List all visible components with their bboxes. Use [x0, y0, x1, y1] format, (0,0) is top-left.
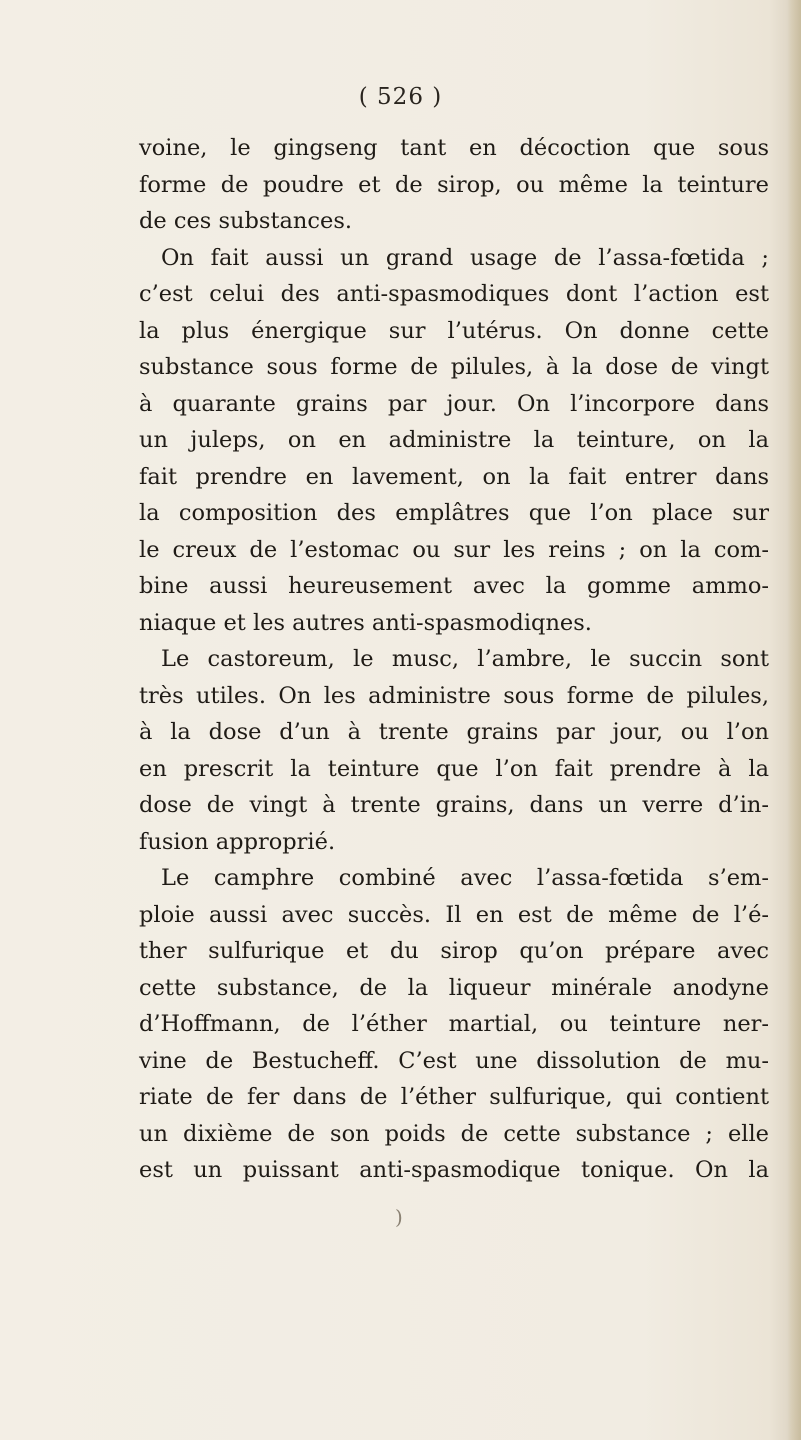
- text-line: ploie aussi avec succès. Il en est de même de l’é-: [139, 901, 769, 928]
- text-line: la composition des emplâtres que l’on place sur: [139, 500, 769, 526]
- bleed-through-mark: ): [395, 1205, 403, 1229]
- text-line: très utiles. On les administre sous forme de pilules,: [139, 682, 769, 709]
- text-line: forme de poudre et de sirop, ou même la teinture: [139, 171, 769, 198]
- body-text: [139, 130, 769, 1189]
- text-line: la plus énergique sur l’utérus. On donne cette: [139, 317, 769, 344]
- page-number: ( 526 ): [358, 84, 443, 110]
- text-line: le creux de l’estomac ou sur les reins ; on la com-: [139, 536, 769, 563]
- text-line: à la dose d’un à trente grains par jour, ou l’on: [139, 719, 769, 745]
- text-line: est un puissant anti-spasmodique tonique. On la: [139, 1157, 769, 1183]
- text-line: On fait aussi un grand usage de l’assa-fœtida ;: [161, 244, 769, 271]
- text-line: à quarante grains par jour. On l’incorpore dans: [139, 390, 769, 417]
- text-line: substance sous forme de pilules, à la dose de vingt: [139, 354, 769, 380]
- text-line: bine aussi heureusement avec la gomme ammo-: [139, 573, 769, 599]
- text-line: fait prendre en lavement, on la fait entrer dans: [139, 463, 769, 490]
- text-line: de ces substances.: [139, 208, 353, 234]
- text-line: Le castoreum, le musc, l’ambre, le succin sont: [161, 646, 769, 672]
- page-edge-shadow: [787, 0, 801, 1440]
- text-line: c’est celui des anti-spasmodiques dont l’action est: [139, 281, 769, 307]
- text-line: fusion approprié.: [139, 828, 336, 855]
- text-line: niaque et les autres anti-spasmodiqnes.: [139, 609, 592, 636]
- text-line: vine de Bestucheff. C’est une dissolution de mu-: [139, 1047, 769, 1074]
- text-line: un juleps, on en administre la teinture, on la: [139, 427, 769, 453]
- text-line: dose de vingt à trente grains, dans un verre d’in-: [139, 792, 769, 818]
- text-line: voine, le gingseng tant en décoction que sous: [139, 135, 769, 161]
- text-line: riate de fer dans de l’éther sulfurique, qui contient: [139, 1084, 769, 1110]
- text-line: cette substance, de la liqueur minérale anodyne: [139, 974, 769, 1001]
- text-line: Le camphre combiné avec l’assa-fœtida s’em-: [161, 865, 769, 891]
- text-line: ther sulfurique et du sirop qu’on prépare avec: [139, 938, 769, 964]
- text-line: en prescrit la teinture que l’on fait prendre à la: [139, 755, 769, 782]
- text-line: d’Hoffmann, de l’éther martial, ou teinture ner-: [139, 1011, 769, 1037]
- text-line: un dixième de son poids de cette substance ; elle: [139, 1120, 769, 1147]
